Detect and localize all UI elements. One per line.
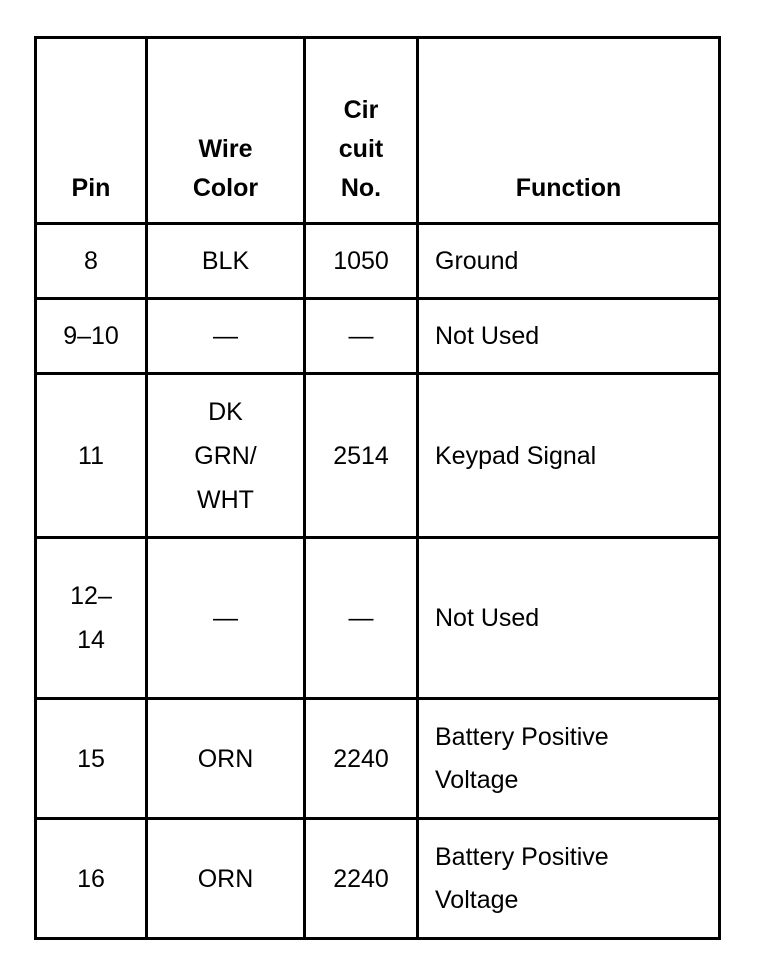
cell-function: Keypad Signal [418, 374, 720, 538]
header-wire-color: Wire Color [147, 38, 305, 224]
table-row [36, 224, 720, 299]
cell-function: Not Used [418, 299, 720, 374]
cell-function: Battery Positive Voltage [418, 819, 720, 939]
table-header-row [36, 38, 720, 224]
cell-pin: 16 [36, 819, 147, 939]
cell-pin: 9–10 [36, 299, 147, 374]
cell-function: Not Used [418, 538, 720, 699]
table-row [36, 374, 720, 538]
connector-pinout-table [34, 36, 721, 940]
header-circuit-no: Cir cuit No. [305, 38, 418, 224]
cell-wire-color: ORN [147, 819, 305, 939]
table-row [36, 699, 720, 819]
cell-wire-color: ORN [147, 699, 305, 819]
cell-circuit-no: — [305, 538, 418, 699]
cell-circuit-no: 2240 [305, 699, 418, 819]
cell-wire-color: DK GRN/ WHT [147, 374, 305, 538]
cell-circuit-no: 2240 [305, 819, 418, 939]
cell-circuit-no: 1050 [305, 224, 418, 299]
cell-function: Ground [418, 224, 720, 299]
cell-function: Battery Positive Voltage [418, 699, 720, 819]
header-pin: Pin [36, 38, 147, 224]
cell-circuit-no: — [305, 299, 418, 374]
cell-pin: 11 [36, 374, 147, 538]
cell-pin: 8 [36, 224, 147, 299]
cell-pin: 15 [36, 699, 147, 819]
cell-circuit-no: 2514 [305, 374, 418, 538]
table-row [36, 819, 720, 939]
cell-wire-color: — [147, 538, 305, 699]
header-function: Function [418, 38, 720, 224]
table-row [36, 538, 720, 699]
cell-wire-color: BLK [147, 224, 305, 299]
cell-pin: 12– 14 [36, 538, 147, 699]
cell-wire-color: — [147, 299, 305, 374]
table-row [36, 299, 720, 374]
